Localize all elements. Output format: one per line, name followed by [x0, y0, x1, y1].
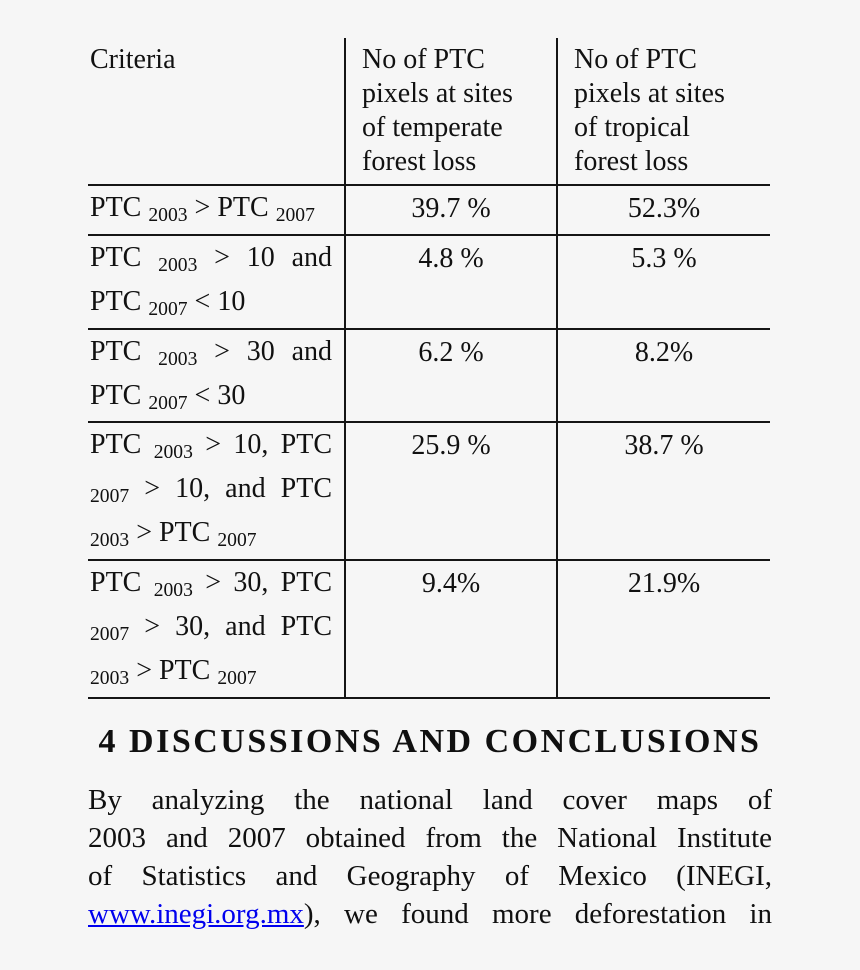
inegi-link[interactable]: www.inegi.org.mx [88, 898, 304, 930]
table-row [88, 422, 770, 560]
text-segment: 2003 and 2007 obtained from the National Institute [88, 822, 772, 854]
tropical-value: 8.2% [557, 329, 770, 423]
header-line: pixels at sites [362, 78, 513, 109]
criteria-line [90, 190, 332, 234]
subscript-year: 2007 [90, 623, 130, 645]
text-segment: By analyzing the national land cover maps of [88, 784, 772, 816]
header-line: No of PTC [574, 44, 697, 75]
text-segment: > 10, PTC [192, 429, 332, 461]
header-criteria [88, 38, 345, 185]
paragraph-line [88, 819, 772, 857]
criteria-cell [88, 235, 345, 329]
tropical-value: 21.9% [557, 560, 770, 698]
subscript-year: 2003 [148, 204, 188, 226]
tropical-value: 52.3% [557, 185, 770, 235]
criteria-cell [88, 560, 345, 698]
paragraph-line [88, 781, 772, 819]
section-heading: 4 DISCUSSIONS AND CONCLUSIONS [98, 723, 762, 760]
text-segment: > 10, and PTC [129, 473, 332, 505]
criteria-line [90, 471, 332, 515]
criteria-line [90, 565, 332, 609]
text-segment: > PTC [129, 517, 218, 549]
criteria-line [90, 653, 332, 697]
text-segment: > PTC [187, 192, 276, 223]
header-temperate [345, 38, 557, 185]
temperate-value: 9.4% [345, 560, 557, 698]
subscript-year: 2003 [90, 667, 130, 689]
subscript-year: 2003 [153, 580, 193, 602]
criteria-cell [88, 185, 345, 235]
criteria-cell [88, 422, 345, 560]
table-row [88, 235, 770, 329]
header-line: No of PTC [362, 44, 485, 75]
criteria-line [90, 378, 332, 422]
criteria-line [90, 240, 332, 284]
text-segment: PTC [90, 379, 149, 411]
text-segment: < 30 [187, 379, 246, 411]
criteria-line [90, 515, 332, 559]
subscript-year: 2007 [148, 392, 188, 414]
header-line: forest loss [574, 146, 689, 177]
subscript-year: 2007 [148, 298, 188, 320]
tropical-value: 38.7 % [557, 422, 770, 560]
text-segment: > 30 and [197, 335, 333, 367]
text-segment: PTC [90, 429, 154, 461]
criteria-line [90, 284, 332, 328]
header-line: of tropical [574, 112, 690, 143]
temperate-value: 6.2 % [345, 329, 557, 423]
criteria-line [90, 334, 332, 378]
subscript-year: 2003 [153, 442, 193, 464]
body-paragraph [88, 781, 772, 933]
header-line: pixels at sites [574, 78, 725, 109]
text-segment: ), we found more deforestation in [303, 898, 772, 930]
text-segment: PTC [90, 192, 149, 223]
text-segment: PTC [90, 567, 154, 599]
header-tropical [557, 38, 770, 185]
text-segment: > 30, and PTC [129, 611, 332, 643]
temperate-value: 25.9 % [345, 422, 557, 560]
text-segment: PTC [90, 241, 159, 273]
subscript-year: 2007 [217, 667, 257, 689]
criteria-cell [88, 329, 345, 423]
subscript-year: 2007 [275, 204, 315, 226]
text-segment: > 30, PTC [192, 567, 332, 599]
criteria-line [90, 609, 332, 653]
text-segment: of Statistics and Geography of Mexico (INEGI, [88, 860, 772, 892]
table-row [88, 329, 770, 423]
subscript-year: 2003 [158, 348, 198, 370]
table-row [88, 560, 770, 698]
header-line: Criteria [90, 44, 176, 75]
criteria-line [90, 427, 332, 471]
text-segment: < 10 [187, 285, 246, 317]
temperate-value: 4.8 % [345, 235, 557, 329]
temperate-value: 39.7 % [345, 185, 557, 235]
ptc-criteria-table [88, 38, 770, 699]
header-line: forest loss [362, 146, 477, 177]
paragraph-line [88, 895, 772, 933]
subscript-year: 2007 [217, 530, 257, 552]
paragraph-line [88, 857, 772, 895]
table-row [88, 185, 770, 235]
table-header-row [88, 38, 770, 185]
tropical-value: 5.3 % [557, 235, 770, 329]
subscript-year: 2007 [90, 486, 130, 508]
header-line: of temperate [362, 112, 503, 143]
text-segment: > 10 and [197, 241, 333, 273]
subscript-year: 2003 [158, 254, 198, 276]
text-segment: > PTC [129, 654, 218, 686]
text-segment: PTC [90, 335, 159, 367]
subscript-year: 2003 [90, 530, 130, 552]
text-segment: PTC [90, 285, 149, 317]
